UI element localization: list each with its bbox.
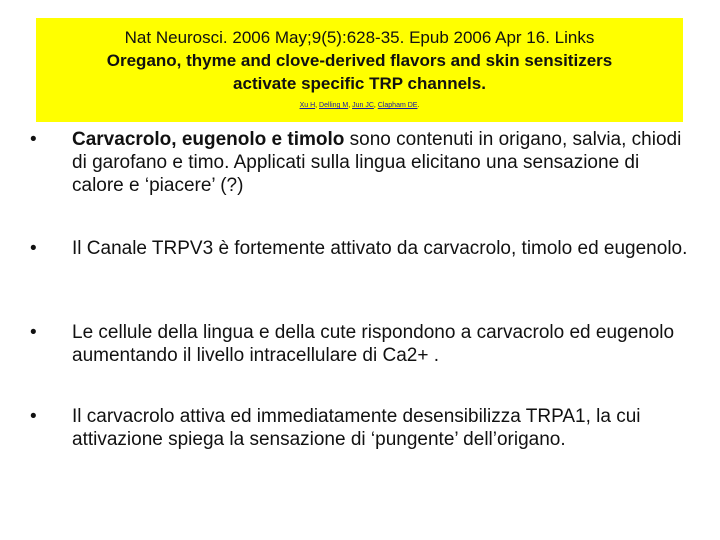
bullet-bold-text: Carvacrolo, eugenolo e timolo — [72, 129, 345, 150]
bullet-marker: • — [30, 129, 37, 150]
citation-box — [36, 18, 683, 122]
bullet-text: sono contenuti in origano, salvia, chiodi di garofano e timo. Applicati sulla lingua elicitano una sensazione di calore e ‘piacere’ (?) — [72, 129, 682, 196]
author-link[interactable]: Jun JC — [352, 102, 374, 109]
bullet-marker: • — [30, 406, 37, 427]
bullet-item — [30, 405, 695, 451]
bullet-marker: • — [30, 238, 37, 259]
author-link[interactable]: Xu H — [299, 102, 316, 109]
bullet-item — [30, 321, 695, 367]
citation-title — [36, 49, 683, 95]
citation-journal-line — [36, 27, 683, 49]
author-link[interactable]: Clapham DE — [377, 102, 418, 109]
author-list: Xu H, Delling M, Jun JC, Clapham DE. — [299, 102, 420, 109]
journal-reference: Nat Neurosci. 2006 May;9(5):628-35. Epub 2006 Apr 16. — [124, 28, 550, 47]
author-list-end: . — [417, 102, 420, 109]
citation-title-line-1: Oregano, thyme and clove-derived flavors and skin sensitizers — [106, 51, 613, 70]
bullet-marker: • — [30, 322, 37, 343]
bullet-item — [30, 237, 687, 260]
bullet-text: Il carvacrolo attiva ed immediatamente desensibilizza TRPA1, la cui attivazione spiega la sensazione di ‘pungente’ dell’origano. — [72, 406, 641, 450]
bullet-text: Le cellule della lingua e della cute rispondono a carvacrolo ed eugenolo aumentando il livello intracellulare di Ca2+ . — [72, 322, 675, 366]
bullet-item — [30, 128, 695, 197]
bullet-text: Il Canale TRPV3 è fortemente attivato da carvacrolo, timolo ed eugenolo. — [72, 238, 688, 259]
links-label[interactable]: Links — [554, 28, 595, 47]
author-link[interactable]: Delling M — [319, 102, 349, 109]
citation-title-line-2: activate specific TRP channels. — [233, 74, 486, 93]
